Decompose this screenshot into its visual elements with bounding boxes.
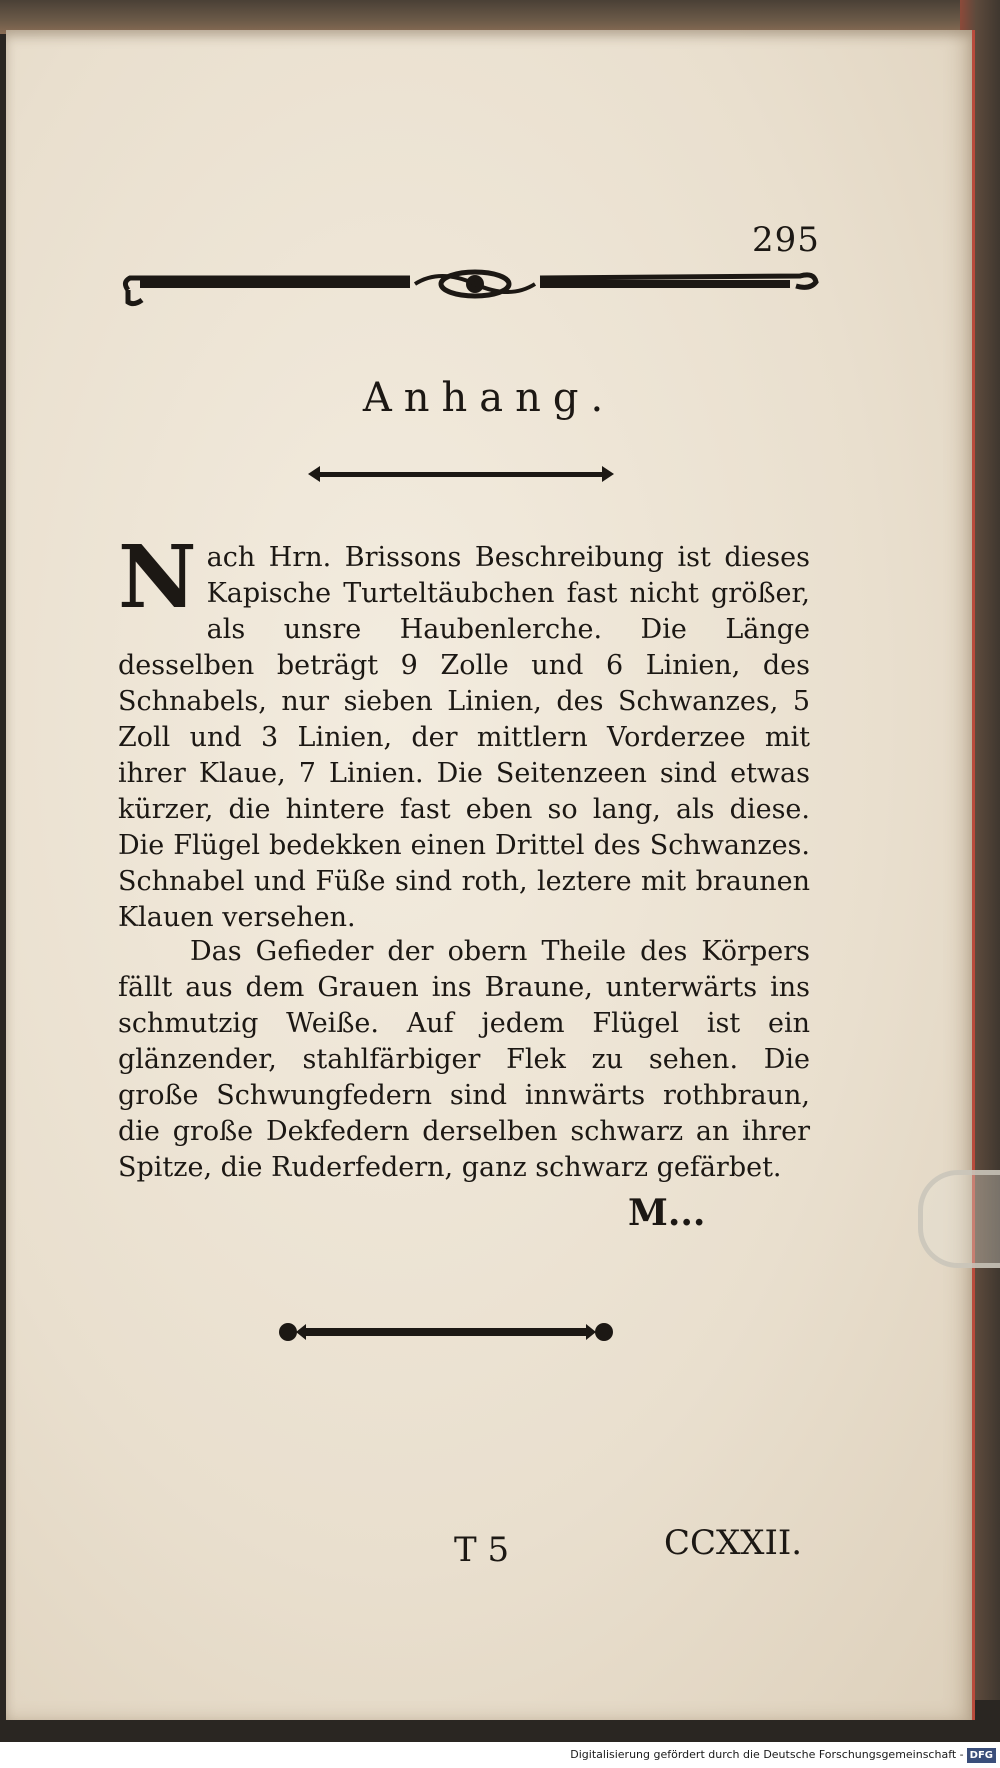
section-heading: Anhang. xyxy=(362,375,616,421)
paragraph-1 xyxy=(118,527,810,936)
top-ornament-rule xyxy=(120,262,820,312)
paragraph-1-text: ach Hrn. Brissons Beschreibung ist dieses Kapische Turteltäubchen fast nicht größer, als unsre Haubenlerche. Die Länge desselben beträgt 9 Zolle und 6 Linien, des Schnabels, nur sieben Linien, des Schwanzes, 5 Zoll und 3 Linien, der mittlern Vorderzee mit ihrer Klaue, 7 Linien. Die Seitenzeen sind etwas kürzer, die hintere fast eben so lang, als diese. Die Flügel bedekken einen Drittel des Schwanzes. Schnabel und Füße sind roth, leztere mit braunen Klauen versehen. xyxy=(118,542,810,933)
footer-bar xyxy=(0,1742,1000,1768)
drop-cap: N xyxy=(118,527,197,628)
bottom-ornament-rule xyxy=(276,1318,616,1346)
paragraph-2: Das Gefieder der obern Theile des Körpers fällt aus dem Grauen ins Braune, unterwärts ins schmutzig Weiße. Auf jedem Flügel ist ein glänzender, stahlfärbiger Flek zu sehen. Die große Schwungfedern sind innwärts rothbraun, die große Dekfedern derselben schwarz an ihrer Spitze, die Ruderfedern, ganz schwarz gefärbet. xyxy=(118,936,810,1183)
book-page xyxy=(6,30,975,1720)
book-top-edge xyxy=(0,0,1000,34)
catchword: M... xyxy=(628,1192,706,1234)
digitization-credit: Digitalisierung gefördert durch die Deutsche Forschungsgemeinschaft - xyxy=(570,1748,964,1761)
roman-numeral-reference: CCXXII. xyxy=(664,1523,803,1563)
dfg-logo: DFG xyxy=(967,1748,996,1763)
printer-signature: T 5 xyxy=(454,1530,510,1570)
page-clip xyxy=(918,1170,1000,1268)
page-number: 295 xyxy=(752,220,820,260)
show-through-text xyxy=(136,450,856,501)
